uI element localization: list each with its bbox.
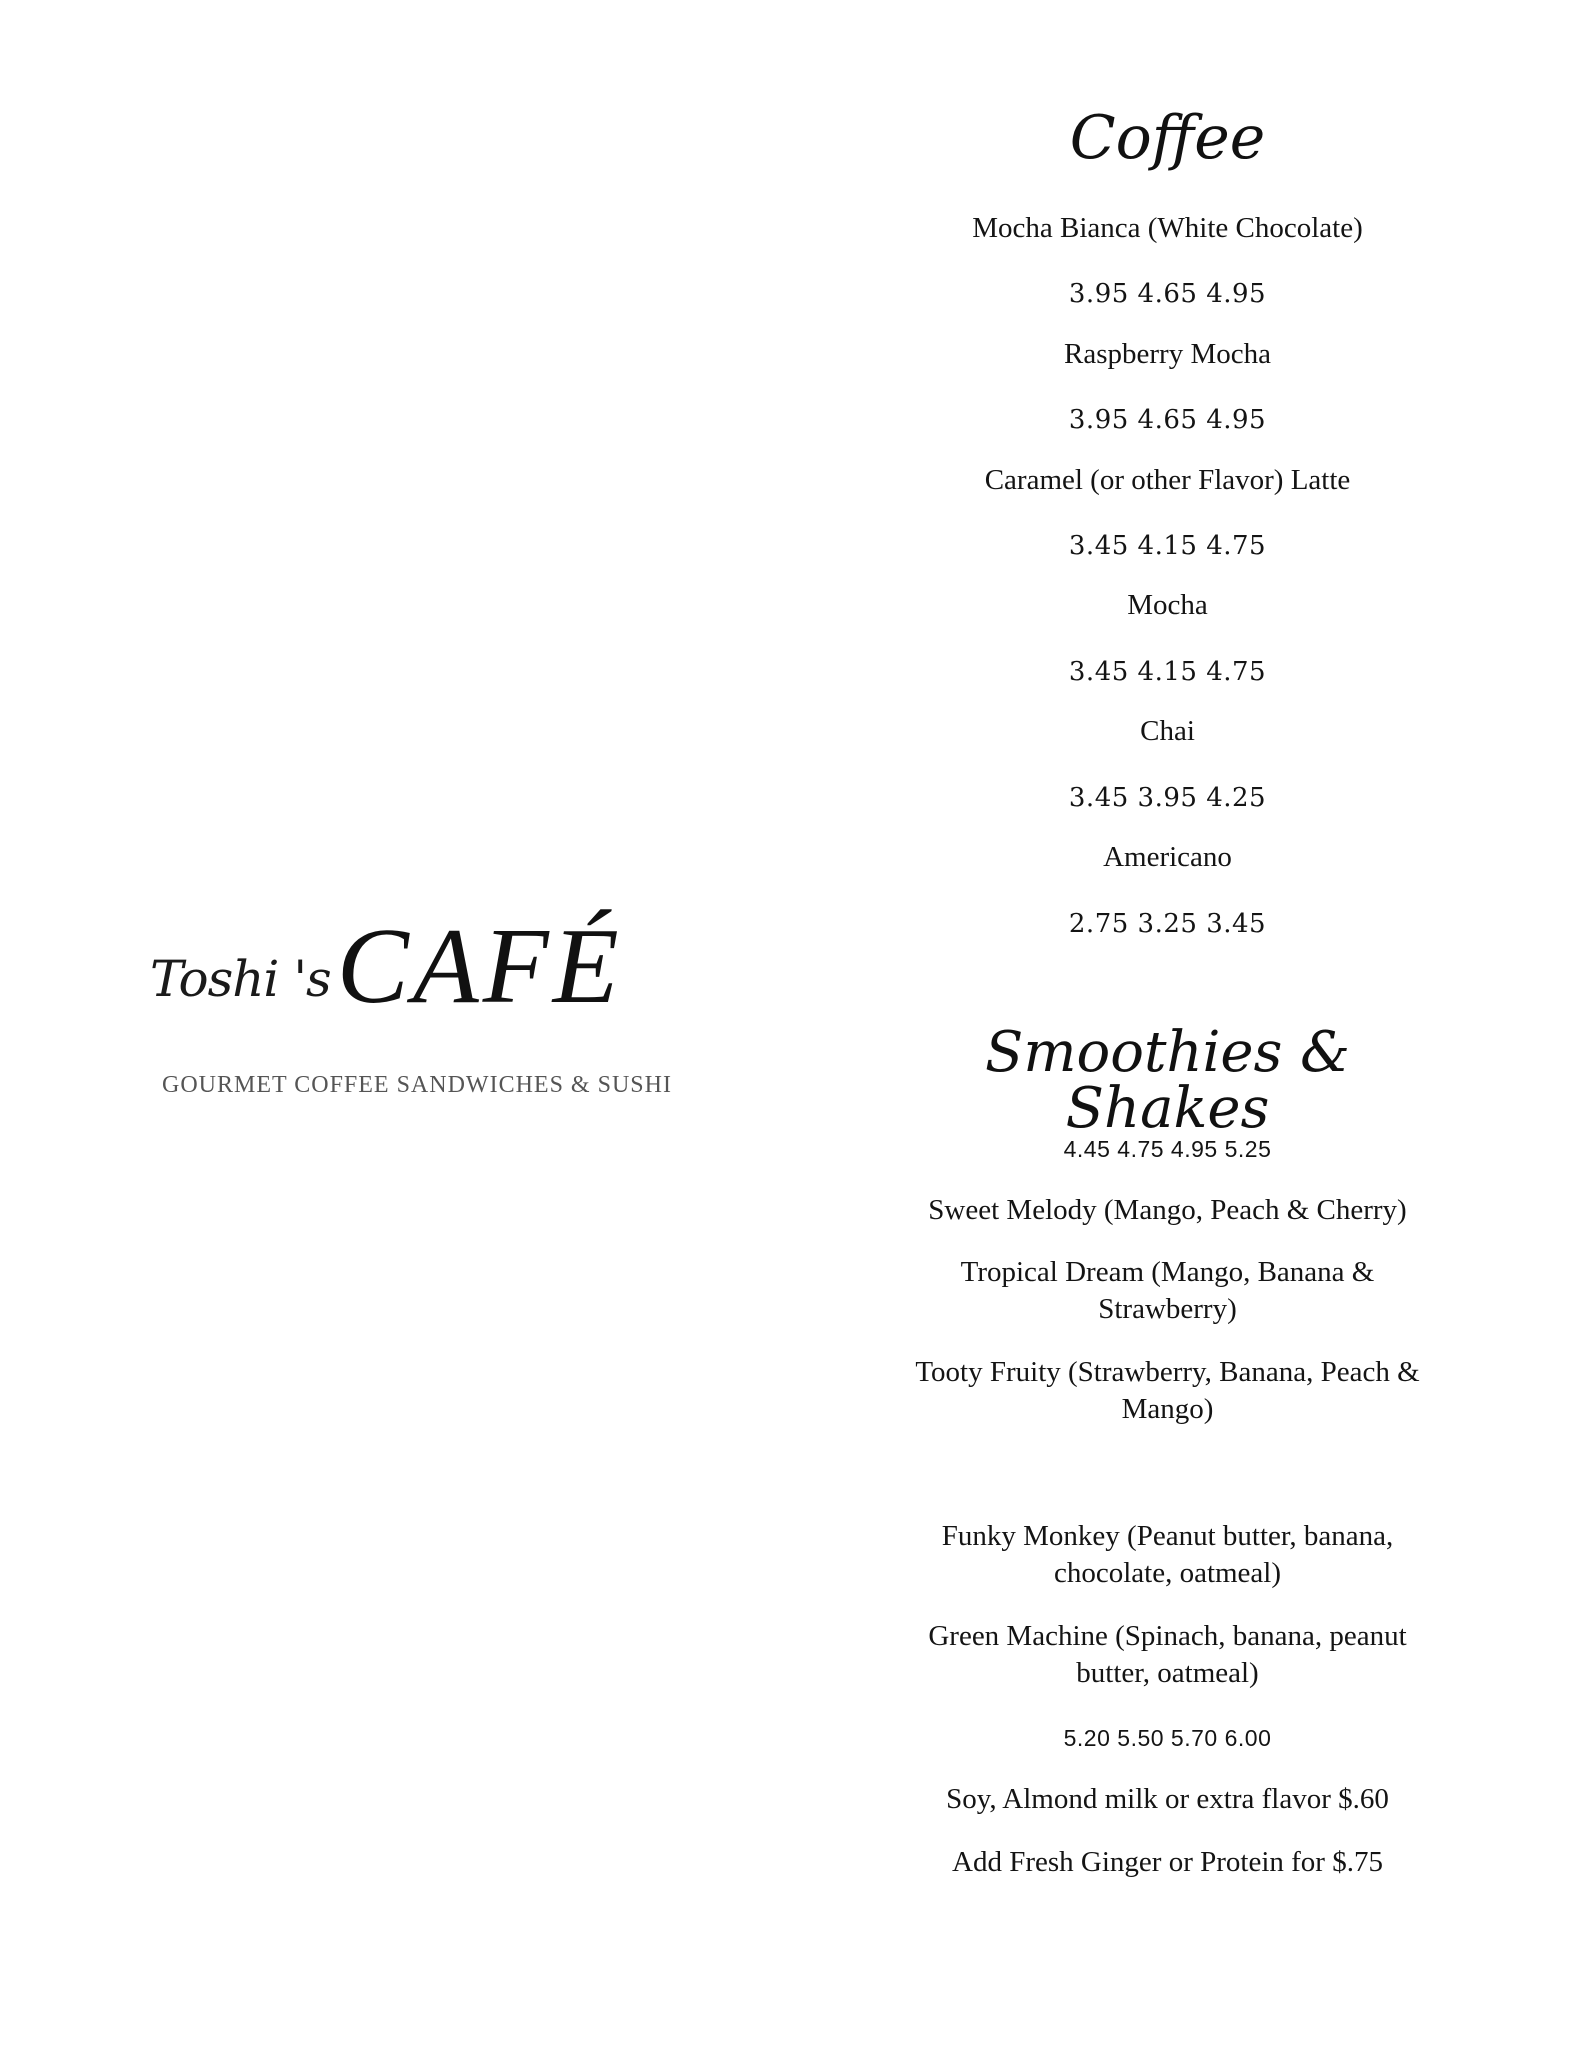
coffee-item-prices: 3.95 4.65 4.95 (1068, 279, 1267, 309)
coffee-item-prices: 2.75 3.25 3.45 (1068, 909, 1267, 939)
coffee-item-prices: 3.45 4.15 4.75 (1068, 531, 1267, 561)
coffee-item-name: Raspberry Mocha (1064, 338, 1271, 370)
shake-item: Funky Monkey (Peanut butter, banana, chocolate, oatmeal) (941, 1520, 1394, 1589)
cafe-logo (150, 905, 672, 1105)
smoothie-item: Tooty Fruity (Strawberry, Banana, Peach & Mango) (915, 1356, 1420, 1425)
logo-script-name: Toshi 's (150, 950, 331, 1008)
coffee-item-name: Chai (1140, 715, 1195, 747)
coffee-section-title: Coffee (1069, 103, 1266, 173)
logo-cafe-text: CAFÉ (336, 907, 623, 1026)
smoothie-item: Tropical Dream (Mango, Banana & Strawberry) (960, 1256, 1375, 1325)
extra-option: Add Fresh Ginger or Protein for $.75 (952, 1846, 1383, 1878)
coffee-item-name: Americano (1103, 841, 1232, 873)
menu-column (880, 0, 1455, 2048)
smoothie-prices-fruit: 4.45 4.75 4.95 5.25 (1063, 1136, 1272, 1162)
coffee-item-prices: 3.45 4.15 4.75 (1068, 657, 1267, 687)
logo-wordmark (150, 905, 623, 1029)
smoothie-item: Sweet Melody (Mango, Peach & Cherry) (928, 1194, 1407, 1226)
extra-option: Soy, Almond milk or extra flavor $.60 (946, 1783, 1389, 1815)
coffee-item-name: Mocha Bianca (White Chocolate) (972, 212, 1363, 244)
shake-prices: 5.20 5.50 5.70 6.00 (1063, 1725, 1272, 1751)
coffee-item-prices: 3.95 4.65 4.95 (1068, 405, 1267, 435)
coffee-item-prices: 3.45 3.95 4.25 (1068, 783, 1267, 813)
coffee-item-name: Caramel (or other Flavor) Latte (984, 464, 1351, 496)
logo-tagline: GOURMET COFFEE SANDWICHES & SUSHI (162, 1072, 672, 1098)
smoothies-section-title: Smoothies & Shakes (985, 1020, 1350, 1141)
shake-item: Green Machine (Spinach, banana, peanut butter, oatmeal) (928, 1620, 1407, 1689)
coffee-item-name: Mocha (1127, 589, 1208, 621)
